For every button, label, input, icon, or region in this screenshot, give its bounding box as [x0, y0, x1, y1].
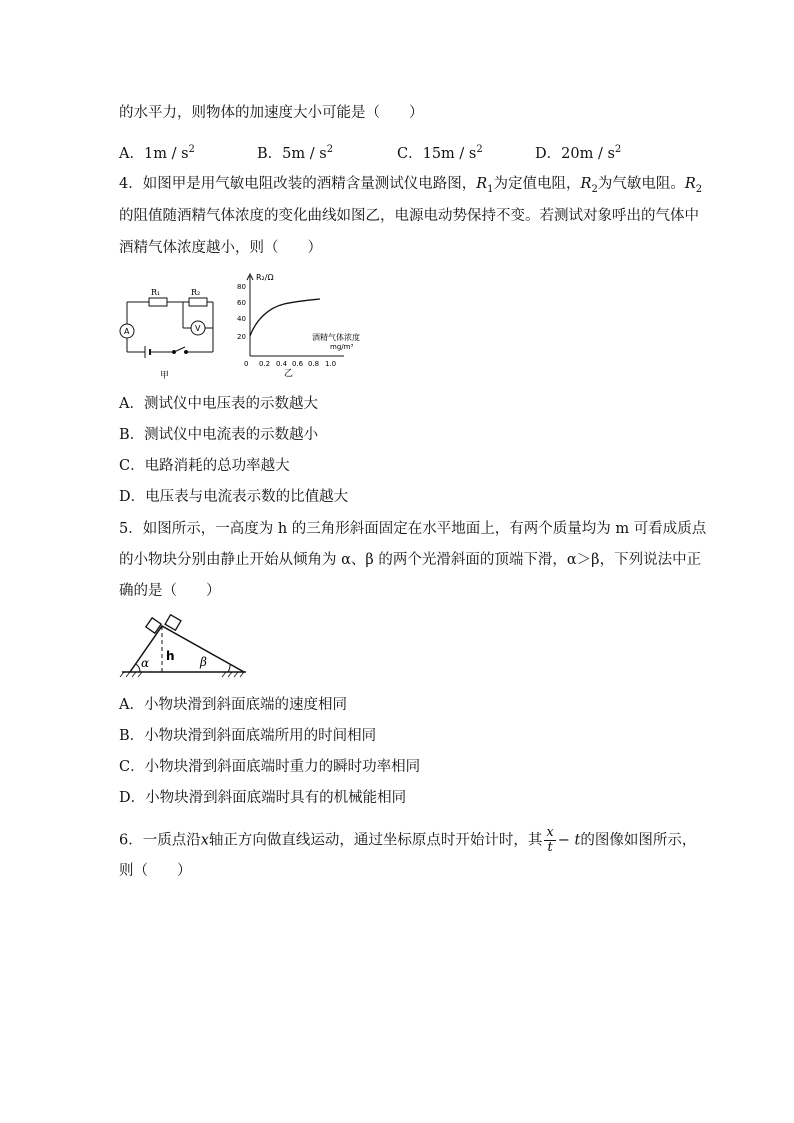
x-tick-0.4: 0.4 [276, 360, 288, 368]
q4-option-a[interactable]: A．测试仪中电压表的示数越大 [119, 396, 318, 412]
incline-diagram [116, 614, 252, 690]
q3-option-c[interactable]: C．$15m / s^2$ [397, 144, 483, 162]
block-right [165, 615, 181, 631]
q5-option-d[interactable]: D．小物块滑到斜面底端时具有的机械能相同 [119, 790, 407, 806]
ammeter-label: A [124, 327, 130, 336]
x-tick-1.0: 1.0 [325, 360, 337, 368]
q4-option-d[interactable]: D．电压表与电流表示数的比值越大 [119, 489, 349, 505]
x-tick-0: 0 [244, 360, 249, 368]
x-tick-0.6: 0.6 [292, 360, 304, 368]
q5-option-a[interactable]: A．小物块滑到斜面底端的速度相同 [119, 697, 347, 713]
height-label: h [166, 649, 175, 663]
q5-option-b[interactable]: B．小物块滑到斜面底端所用的时间相同 [119, 728, 377, 744]
q5-stem-line3: 确的是（ ） [119, 583, 221, 599]
voltmeter-label: V [195, 324, 201, 333]
resistance-concentration-graph [234, 268, 374, 378]
y-tick-60: 60 [237, 299, 246, 307]
r2-curve [250, 299, 320, 336]
x-over-t-fraction: $\frac{x}{t}$ [546, 825, 554, 855]
resistor-r2 [189, 298, 207, 306]
y-tick-40: 40 [237, 315, 246, 323]
circuit-diagram [117, 284, 217, 382]
q3-stem-tail: 的水平力，则物体的加速度大小可能是（ ） [119, 105, 424, 121]
switch [174, 347, 185, 352]
q4-stem-line2: 的阻值随酒精气体浓度的变化曲线如图乙，电源电动势保持不变。若测试对象呼出的气体中 [119, 208, 699, 224]
beta-label: β [200, 655, 207, 669]
q5-stem-line1: 5．如图所示，一高度为 h 的三角形斜面固定在水平地面上，有两个质量均为 m 可看成质点 [119, 521, 707, 537]
q3-option-b[interactable]: B．$5m / s^2$ [257, 144, 334, 162]
q5-option-c[interactable]: C．小物块滑到斜面底端时重力的瞬时功率相同 [119, 759, 421, 775]
resistor-r1 [149, 298, 167, 306]
y-tick-20: 20 [237, 333, 246, 341]
q6-stem-line1: 6．一质点沿x轴正方向做直线运动，通过坐标原点时开始计时，其 $\frac{x}{t}$ − t的图像如图所示， [119, 825, 697, 855]
q3-option-d[interactable]: D．$20m / s^2$ [535, 144, 622, 162]
r2-label: R₂ [191, 288, 201, 297]
q4-stem-line3: 酒精气体浓度越小，则（ ） [119, 240, 322, 256]
y-tick-80: 80 [237, 283, 246, 291]
r1-label: R₁ [151, 288, 161, 297]
x-axis-unit: mg/m³ [330, 343, 354, 351]
circuit-caption: 甲 [160, 371, 170, 381]
q6-stem-line2: 则（ ） [119, 863, 192, 879]
x-axis-label: 酒精气体浓度 [312, 333, 360, 342]
graph-caption: 乙 [284, 369, 294, 378]
q4-option-b[interactable]: B．测试仪中电流表的示数越小 [119, 427, 319, 443]
y-axis-label: R₂/Ω [256, 273, 274, 282]
q3-option-a[interactable]: A．$1m / s^2$ [119, 144, 195, 162]
x-tick-0.8: 0.8 [308, 360, 320, 368]
alpha-label: α [141, 656, 150, 670]
x-tick-0.2: 0.2 [259, 360, 271, 368]
q4-option-c[interactable]: C．电路消耗的总功率越大 [119, 458, 290, 474]
q5-stem-line2: 的小物块分别由静止开始从倾角为 α、β 的两个光滑斜面的顶端下滑，α＞β，下列说法中正 [119, 552, 702, 568]
q4-stem-line1: 4．如图甲是用气敏电阻改装的酒精含量测试仪电路图，$R_1$为定值电阻，$R_2$为气敏电阻。$R_2$ [119, 176, 703, 195]
